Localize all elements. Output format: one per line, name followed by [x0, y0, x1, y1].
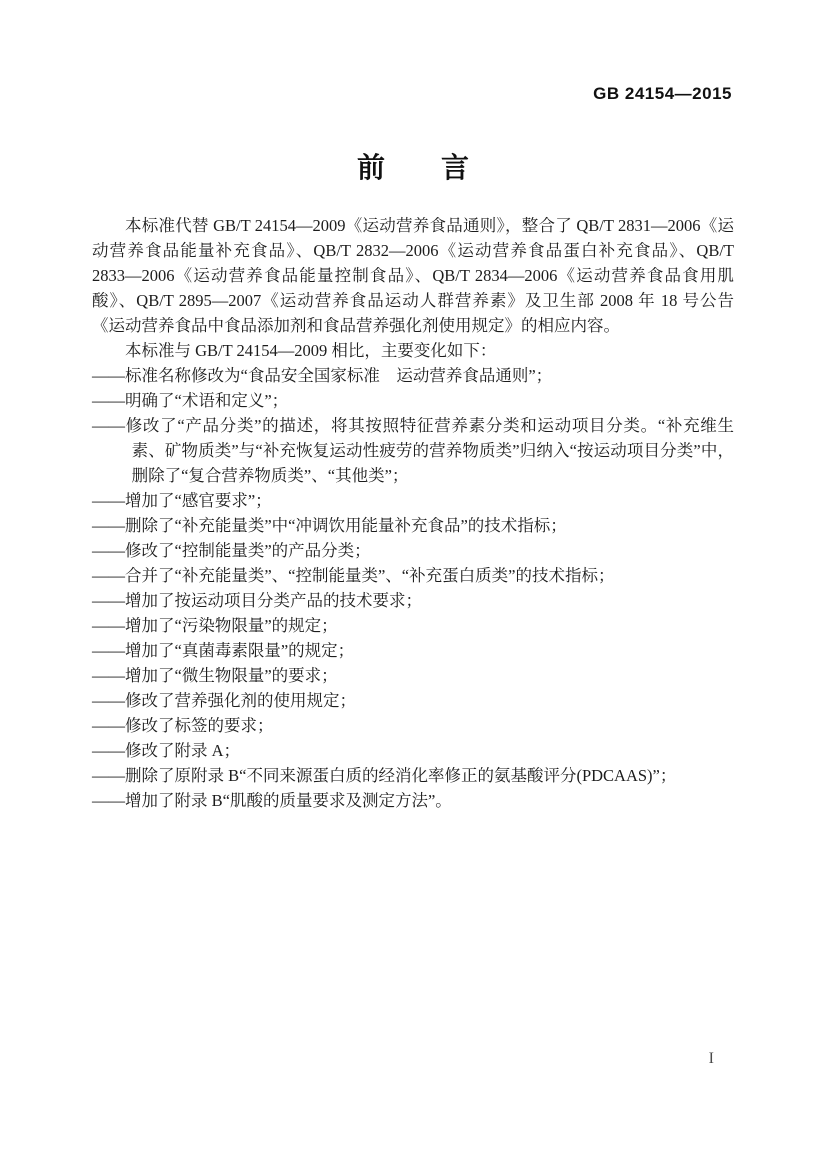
standard-code-header: GB 24154—2015 — [593, 84, 732, 103]
change-list-item: ——明确了“术语和定义”； — [92, 391, 289, 410]
change-list-item: ——增加了“感官要求”； — [92, 491, 272, 510]
change-list-item: ——修改了营养强化剂的使用规定； — [92, 691, 356, 710]
change-list-item: ——修改了标签的要求； — [92, 716, 274, 735]
change-list-item: ——修改了“控制能量类”的产品分类； — [92, 541, 371, 560]
foreword-body — [92, 213, 734, 813]
change-list-item: ——修改了附录 A； — [92, 741, 241, 760]
change-list-item: ——修改了“产品分类”的描述，将其按照特征营养素分类和运动项目分类。“补充维生素、矿物质类”与“补充恢复运动性疲劳的营养物质类”归纳入“按运动项目分类”中，删除了“复合营养物质类”、“其他类”； — [92, 416, 734, 485]
change-list — [92, 363, 734, 813]
paragraph-intro: 本标准代替 GB/T 24154—2009《运动营养食品通则》，整合了 QB/T 2831—2006《运动营养食品能量补充食品》、QB/T 2832—2006《运动营养食品蛋白补充食品》、QB/T 2833—2006《运动营养食品能量控制食品》、QB/T 2834—2006《运动营养食品食用肌酸》、QB/T 2895—2007《运动营养食品运动人群营养素》及卫生部 2008 年 18 号公告《运动营养食品中食品添加剂和食品营养强化剂使用规定》的相应内容。 — [92, 216, 734, 335]
page-number: I — [708, 1050, 714, 1067]
change-list-item: ——增加了附录 B“肌酸的质量要求及测定方法”。 — [92, 791, 452, 810]
change-list-item: ——增加了按运动项目分类产品的技术要求； — [92, 591, 422, 610]
change-list-item: ——增加了“真菌毒素限量”的规定； — [92, 641, 355, 660]
page-title: 前 言 — [356, 153, 469, 184]
change-list-item: ——合并了“补充能量类”、“控制能量类”、“补充蛋白质类”的技术指标； — [92, 566, 615, 585]
paragraph-changes-lead: 本标准与 GB/T 24154—2009 相比，主要变化如下： — [125, 341, 497, 360]
change-list-item: ——增加了“微生物限量”的要求； — [92, 666, 338, 685]
change-list-item: ——删除了“补充能量类”中“冲调饮用能量补充食品”的技术指标； — [92, 516, 567, 535]
change-list-item: ——标准名称修改为“食品安全国家标准 运动营养食品通则”； — [92, 366, 553, 385]
change-list-item: ——删除了原附录 B“不同来源蛋白质的经消化率修正的氨基酸评分(PDCAAS)”； — [92, 766, 677, 785]
change-list-item: ——增加了“污染物限量”的规定； — [92, 616, 338, 635]
